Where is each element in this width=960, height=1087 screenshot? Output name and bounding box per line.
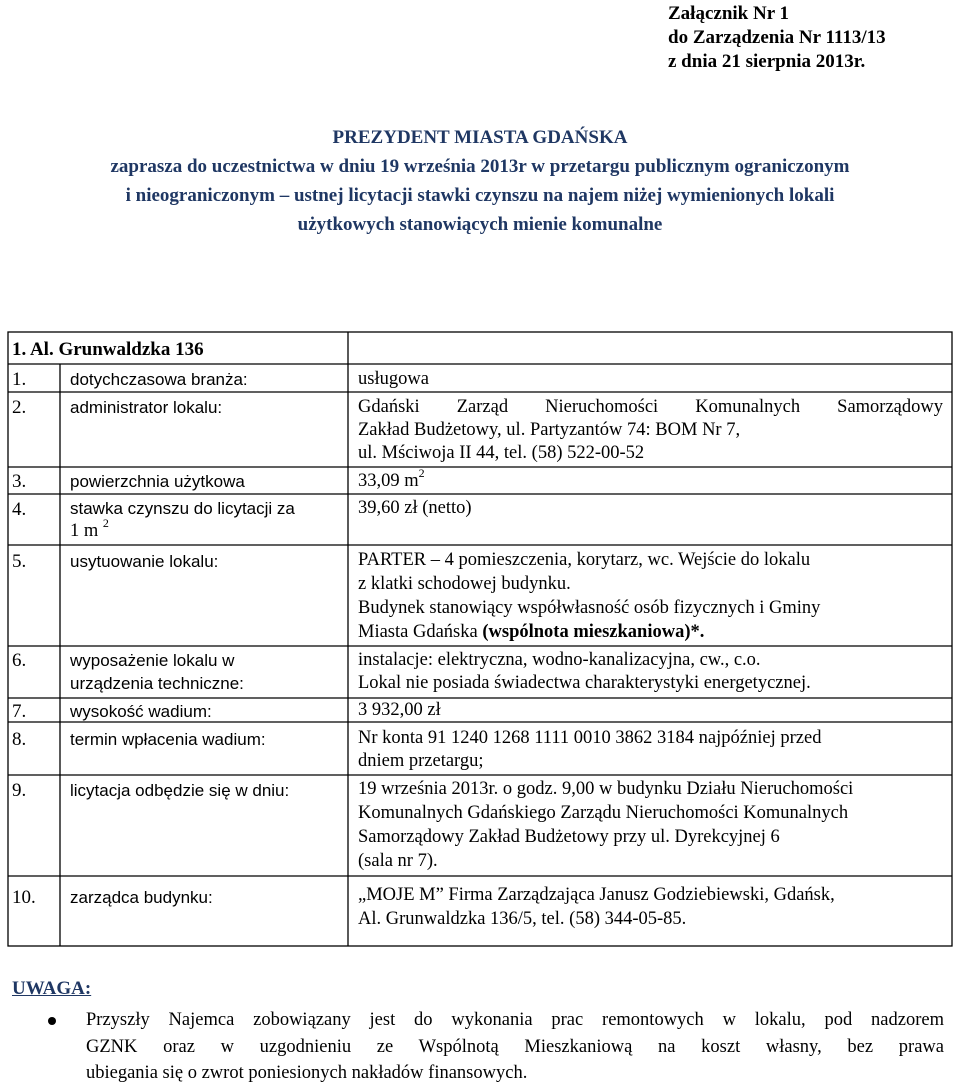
row-2-number: 2. bbox=[12, 397, 27, 418]
row-4-label-line-1: stawka czynszu do licytacji za bbox=[70, 499, 295, 518]
row-4-label-line-2 bbox=[70, 515, 109, 543]
row-2-label: administrator lokalu: bbox=[70, 398, 223, 417]
row-2-value-line-2: Zakład Budżetowy, ul. Partyzantów 74: BOM Nr 7, bbox=[358, 420, 741, 440]
row-10-number: 10. bbox=[12, 887, 36, 908]
row-4-value: 39,60 zł (netto) bbox=[358, 498, 472, 518]
row-8-value-line-1: Nr konta 91 1240 1268 1111 0010 3862 3184 najpóźniej przed bbox=[358, 728, 822, 748]
row-9-number: 9. bbox=[12, 780, 27, 801]
row-9-value-line-2: Komunalnych Gdańskiego Zarządu Nieruchomości Komunalnych bbox=[358, 803, 849, 823]
note-line-2: GZNK oraz w uzgodnieniu ze Wspólnotą Mieszkaniową na koszt własny, bez prawa bbox=[86, 1036, 944, 1057]
property-address-heading: 1. Al. Grunwaldzka 136 bbox=[12, 339, 204, 360]
row-5-number: 5. bbox=[12, 551, 27, 572]
row-6-label-line-2: urządzenia techniczne: bbox=[70, 674, 244, 693]
note-line-3: ubiegania się o zwrot poniesionych nakładów finansowych. bbox=[86, 1063, 528, 1083]
announcement-line-3: i nieograniczonym – ustnej licytacji stawki czynszu na najem niżej wymienionych lokali bbox=[125, 185, 835, 206]
row-9-value-line-4: (sala nr 7). bbox=[358, 851, 438, 871]
row-6-number: 6. bbox=[12, 650, 27, 671]
row-6-value-line-1: instalacje: elektryczna, wodno-kanalizacyjna, cw., c.o. bbox=[358, 650, 761, 670]
note-text bbox=[86, 1007, 944, 1087]
row-5-value-line-1: PARTER – 4 pomieszczenia, korytarz, wc. Wejście do lokalu bbox=[358, 550, 811, 570]
rate-unit: 1 m bbox=[70, 521, 103, 541]
row-9-value-line-1: 19 września 2013r. o godz. 9,00 w budynku Działu Nieruchomości bbox=[358, 779, 854, 799]
note-title: UWAGA: bbox=[12, 978, 92, 999]
row-4-number: 4. bbox=[12, 499, 27, 520]
area-unit-exponent: 2 bbox=[418, 465, 425, 480]
attachment-line-1: Załącznik Nr 1 bbox=[668, 3, 790, 24]
attachment-line-3: z dnia 21 sierpnia 2013r. bbox=[668, 51, 866, 72]
announcement-line-4: użytkowych stanowiących mienie komunalne bbox=[297, 214, 663, 235]
rate-unit-exponent: 2 bbox=[102, 515, 109, 530]
row-7-label: wysokość wadium: bbox=[70, 702, 212, 721]
attachment-block bbox=[668, 2, 886, 74]
row-5-value-line-2: z klatki schodowej budynku. bbox=[358, 574, 571, 594]
row-7-number: 7. bbox=[12, 701, 27, 722]
attachment-line-2: do Zarządzenia Nr 1113/13 bbox=[668, 27, 886, 48]
bullet-icon bbox=[48, 1017, 56, 1025]
row-10-label: zarządca budynku: bbox=[70, 888, 213, 907]
row-3-value bbox=[358, 465, 425, 493]
row-6-value-line-2: Lokal nie posiada świadectwa charakterystyki energetycznej. bbox=[358, 673, 811, 693]
row-3-number: 3. bbox=[12, 471, 27, 492]
row-5-value-line-4 bbox=[358, 621, 704, 644]
row-9-label: licytacja odbędzie się w dniu: bbox=[70, 781, 290, 800]
announcement-line-2: zaprasza do uczestnictwa w dniu 19 września 2013r w przetargu publicznym ograniczonym bbox=[110, 156, 850, 177]
row-1-label: dotychczasowa branża: bbox=[70, 370, 248, 389]
row-9-value-line-3: Samorządowy Zakład Budżetowy przy ul. Dyrekcyjnej 6 bbox=[358, 827, 780, 847]
row-10-value-line-1: „MOJE M” Firma Zarządzająca Janusz Godziebiewski, Gdańsk, bbox=[358, 885, 835, 905]
row-7-value: 3 932,00 zł bbox=[358, 700, 441, 720]
row-10-value-line-2: Al. Grunwaldzka 136/5, tel. (58) 344-05-85. bbox=[358, 909, 687, 929]
community-note: (wspólnota mieszkaniowa)*. bbox=[482, 622, 705, 642]
row-8-label: termin wpłacenia wadium: bbox=[70, 730, 266, 749]
area-value: 33,09 m bbox=[358, 471, 419, 491]
row-8-number: 8. bbox=[12, 729, 27, 750]
row-3-label: powierzchnia użytkowa bbox=[70, 472, 245, 491]
announcement-header bbox=[20, 123, 940, 239]
row-1-number: 1. bbox=[12, 369, 27, 390]
row-2-value-line-3: ul. Mściwoja II 44, tel. (58) 522-00-52 bbox=[358, 443, 645, 463]
note-line-1: Przyszły Najemca zobowiązany jest do wykonania prac remontowych w lokalu, pod nadzorem bbox=[86, 1010, 944, 1030]
row-8-value-line-2: dniem przetargu; bbox=[358, 751, 484, 771]
row-1-value: usługowa bbox=[358, 369, 429, 389]
row-2-value-line-1: Gdański Zarząd Nieruchomości Komunalnych Samorządowy bbox=[358, 397, 943, 417]
announcement-title: PREZYDENT MIASTA GDAŃSKA bbox=[332, 127, 628, 148]
row-5-label: usytuowanie lokalu: bbox=[70, 552, 219, 571]
row-5-value-line-3: Budynek stanowiący współwłasność osób fizycznych i Gminy bbox=[358, 598, 821, 618]
municipality-text: Miasta Gdańska bbox=[358, 622, 483, 642]
row-6-label-line-1: wyposażenie lokalu w bbox=[70, 651, 235, 670]
